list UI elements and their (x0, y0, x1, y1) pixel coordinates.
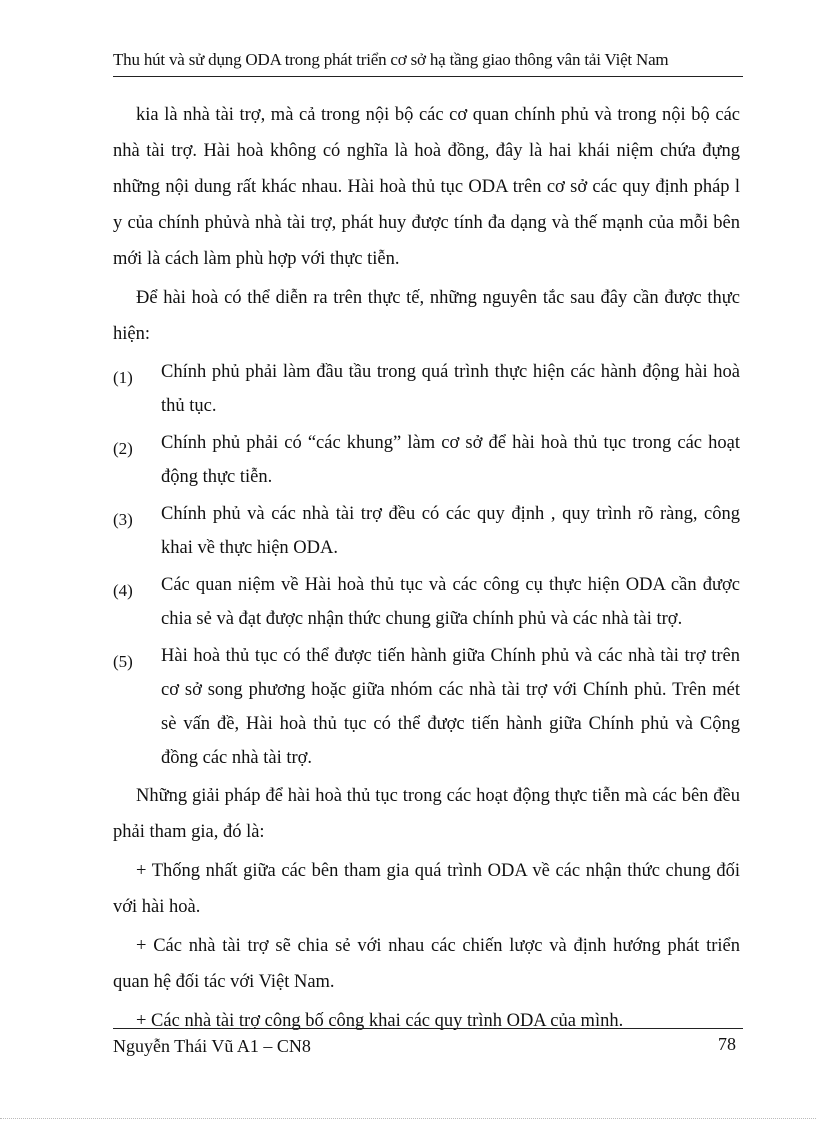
paragraph-3: Những giải pháp để hài hoà thủ tục trong các hoạt động thực tiễn mà các bên đều phải tham gia, đó là: (113, 786, 740, 842)
body-text (113, 97, 740, 1042)
list-text: Chính phủ phải làm đầu tầu trong quá trình thực hiện các hành động hài hoà thủ tục. (161, 362, 740, 416)
paragraph-2: Để hài hoà có thể diễn ra trên thực tế, những nguyên tắc sau đây cần được thực hiện: (113, 288, 740, 344)
list-number: (4) (113, 581, 133, 600)
bullet-2: + Các nhà tài trợ sẽ chia sẻ với nhau các chiến lược và định hướng phát triển quan hệ đối tác với Việt Nam. (113, 936, 740, 992)
list-item (113, 497, 740, 565)
list-text: Chính phủ và các nhà tài trợ đều có các quy định , quy trình rõ ràng, công khai về thực hiện ODA. (161, 504, 740, 558)
list-text: Hài hoà thủ tục có thể được tiến hành giữa Chính phủ và các nhà tài trợ trên cơ sở song phương hoặc giữa nhóm các nhà tài trợ với Chính phủ. Trên mét sè vấn đề, Hài hoà thủ tục có thể được tiến hành giữa Chính phủ và Cộng đồng các nhà tài trợ. (161, 646, 740, 768)
page-number: 78 (718, 1034, 736, 1054)
list-number: (1) (113, 368, 133, 387)
list-item (113, 426, 740, 494)
list-number: (3) (113, 510, 133, 529)
bullet-1: + Thống nhất giữa các bên tham gia quá trình ODA về các nhận thức chung đối với hài hoà. (113, 861, 740, 917)
list-item (113, 639, 740, 775)
header-divider (113, 76, 743, 77)
paragraph-1: kia là nhà tài trợ, mà cả trong nội bộ các cơ quan chính phủ và trong nội bộ các nhà tài trợ. Hài hoà không có nghĩa là hoà đồng, đây là hai khái niệm chứa đựng những nội dung rất khác nhau. Hài hoà thủ tục ODA trên cơ sở các quy định pháp l y của chính phủvà nhà tài trợ, phát huy được tính đa dạng và thế mạnh của mỗi bên mới là cách làm phù hợp với thực tiễn. (113, 105, 740, 269)
list-number: (2) (113, 439, 133, 458)
list-item (113, 568, 740, 636)
running-header: Thu hút và sử dụng ODA trong phát triển cơ sở hạ tầng giao thông vân tải Việt Nam (113, 50, 669, 69)
page-edge-divider (0, 1118, 816, 1119)
footer-divider (113, 1028, 743, 1029)
list-item (113, 355, 740, 423)
bullet-3: + Các nhà tài trợ công bố công khai các quy trình ODA của mình. (136, 1011, 624, 1031)
list-number: (5) (113, 652, 133, 671)
list-text: Các quan niệm về Hài hoà thủ tục và các công cụ thực hiện ODA cần được chia sẻ và đạt được nhận thức chung giữa chính phủ và các nhà tài trợ. (161, 575, 740, 629)
list-text: Chính phủ phải có “các khung” làm cơ sở để hài hoà thủ tục trong các hoạt động thực tiễn. (161, 433, 740, 487)
footer-author: Nguyễn Thái Vũ A1 – CN8 (113, 1036, 311, 1056)
